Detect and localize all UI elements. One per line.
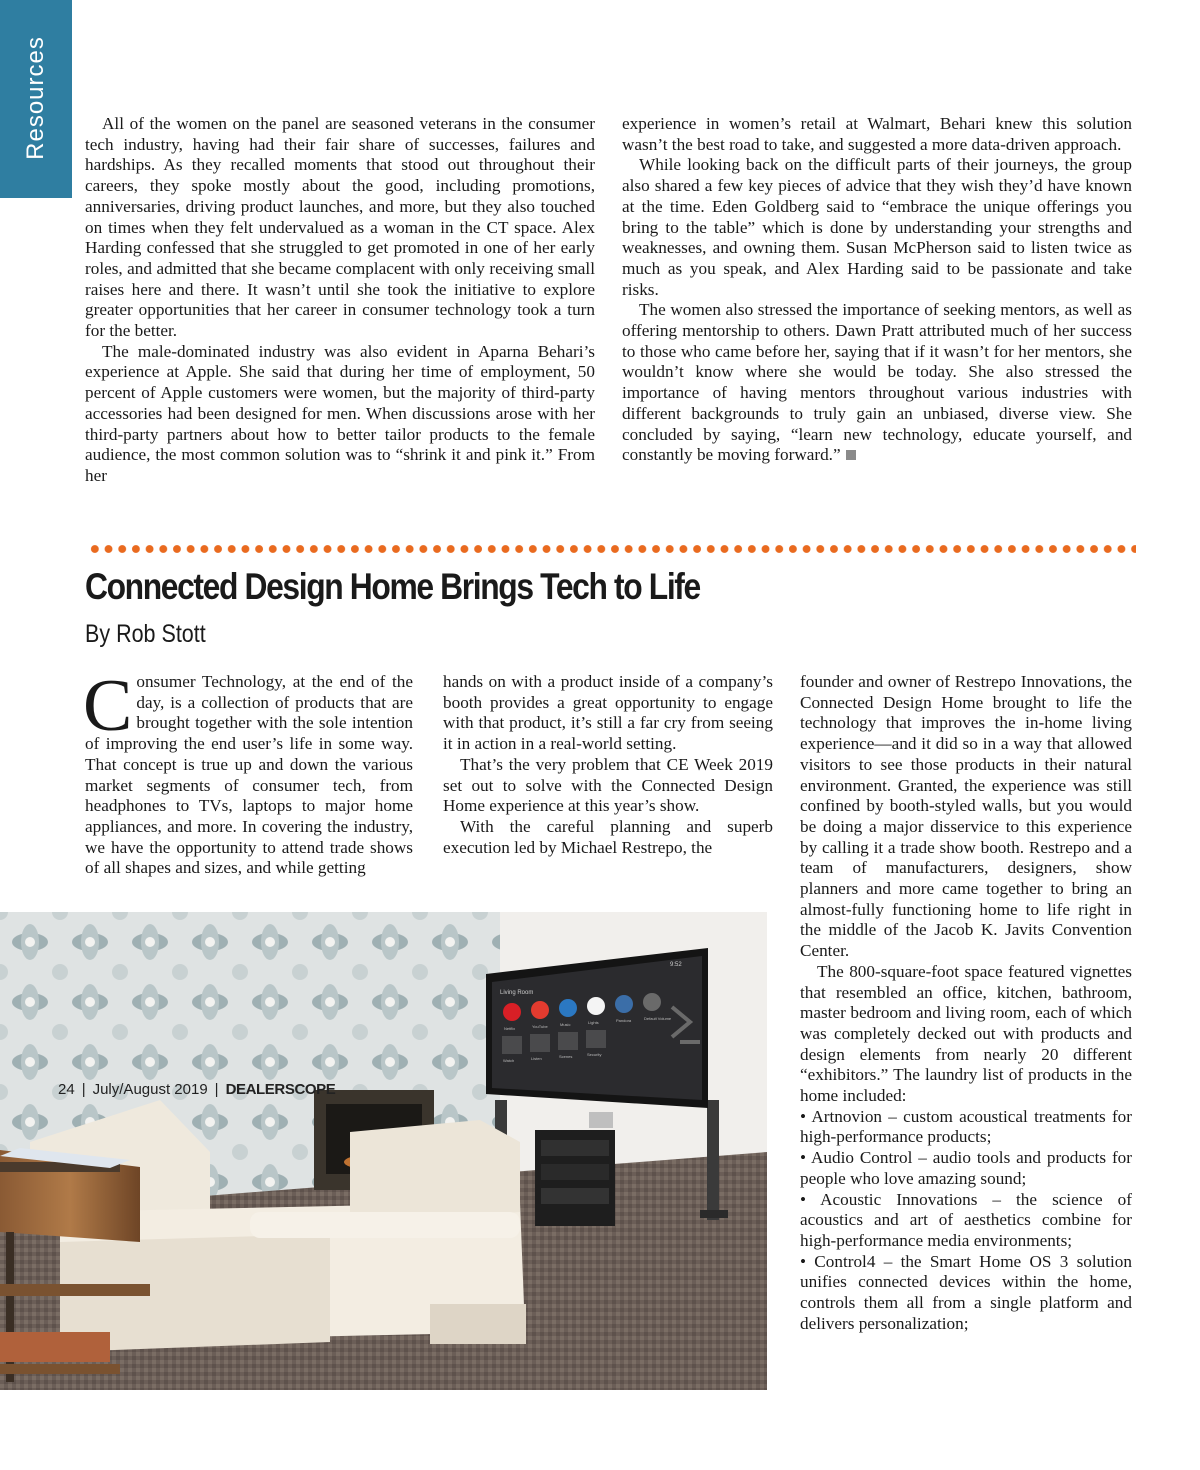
drop-cap: C xyxy=(83,665,133,747)
section-tab xyxy=(0,0,72,198)
paragraph: founder and owner of Restrepo Innovations, the Connected Design Home brought to life the technology that improves the in-home living experience—and it did so in a way that allowed visitors to see those products in their natural environment. Granted, the experience was still confined by booth-styled walls, but you would be doing a major disservice to this experience by calling it a trade show booth. Restrepo and a team of manufacturers, designers, show planners and more came together to bring an almost-fully functioning home to life right in the middle of the Jacob K. Javits Convention Center. xyxy=(800,672,1132,961)
section-tab-label: Resources xyxy=(22,36,49,160)
paragraph: hands on with a product inside of a company’s booth provides a great opportunity to engage with that product, it’s still a far cry from seeing it in action in a real-world setting. xyxy=(443,672,773,754)
footer-separator: | xyxy=(214,1081,219,1098)
top-article-column-2 xyxy=(622,114,1132,466)
article-headline: Connected Design Home Brings Tech to Life xyxy=(85,566,700,607)
list-item: • Control4 – the Smart Home OS 3 solution unifies connected devices within the home, controls them all from a single platform and delivers personalization; xyxy=(800,1251,1132,1333)
article-column-3 xyxy=(800,672,1132,1335)
paragraph xyxy=(622,300,1132,466)
article-byline: By Rob Stott xyxy=(85,620,206,648)
article-column-2 xyxy=(443,672,773,858)
list-item: • Acoustic Innovations – the science of acoustics and art of aesthetics combine for high-performance media environments; xyxy=(800,1189,1132,1250)
list-item: • Audio Control – audio tools and products for people who love amazing sound; xyxy=(800,1148,1132,1188)
page-footer xyxy=(58,1081,335,1098)
tv-tile-label: Netflix xyxy=(504,1026,516,1031)
list-item: • Artnovion – custom acoustical treatments for high-performance products; xyxy=(800,1106,1132,1147)
paragraph: experience in women’s retail at Walmart, Behari knew this solution wasn’t the best road to take, and suggested a more data-driven approach. xyxy=(622,114,1132,154)
tv-tile-label: Watch xyxy=(503,1058,515,1063)
top-article-column-1 xyxy=(85,114,595,487)
footer-separator: | xyxy=(81,1081,86,1098)
magazine-name: DEALERSCOPE xyxy=(225,1081,336,1098)
paragraph: While looking back on the difficult parts of their journeys, the group also shared a few key pieces of advice that they wish they’d have known at the time. Eden Goldberg said to “embrace the unique offerings you bring to the table” which is done by understanding your strengths and weaknesses, and owning them. Susan McPherson said to listen twice as much as you speak, and Alex Harding said to be passionate and take risks. xyxy=(622,155,1132,299)
paragraph: All of the women on the panel are seasoned veterans in the consumer tech industry, having had their fair share of successes, failures and hardships. As they recalled moments that stood out throughout their careers, they spoke mostly about the good, including promotions, anniversaries, driving product launches, and more, but they also touched on times when they felt undervalued as a woman in the CT space. Alex Harding confessed that she struggled to get promoted in one of her early roles, and admitted that she became complacent with only receiving small raises here and there. It wasn’t until she took the initiative to explore greater opportunities that her career in consumer technology took a turn for the better. xyxy=(85,114,595,341)
tv-tile-label: Lights xyxy=(588,1020,599,1025)
end-of-article-mark xyxy=(846,450,856,460)
tv-tile-label: Pandora xyxy=(616,1018,632,1023)
paragraph: That’s the very problem that CE Week 2019 set out to solve with the Connected Design Home experience at this year’s show. xyxy=(443,754,773,816)
article-column-1 xyxy=(83,665,413,879)
living-room-illustration xyxy=(0,912,767,1390)
issue-date: July/August 2019 xyxy=(92,1081,208,1098)
paragraph xyxy=(83,665,413,879)
tv-header-text: Living Room xyxy=(500,990,534,996)
tv-tile-label: Scenes xyxy=(559,1054,573,1059)
tv-time-text: 9:52 xyxy=(670,962,682,968)
paragraph: The 800-square-foot space featured vignettes that resembled an office, kitchen, bathroom, master bedroom and living room, each of which was completely decked out with products and design elements from nearly 20 different “exhibitors.” The laundry list of products in the home included: xyxy=(800,961,1132,1106)
tv-tile-label: Music xyxy=(560,1022,571,1027)
article-photo xyxy=(0,912,767,1390)
paragraph: With the careful planning and superb execution led by Michael Restrepo, the xyxy=(443,816,773,857)
product-list xyxy=(800,1107,1132,1335)
tv-tile-label: Listen xyxy=(531,1056,542,1061)
paragraph-text: onsumer Technology, at the end of the day, is a collection of products that are brought together with the sole intention of improving the end user’s life in some way. That concept is true up and down the various market segments of consumer tech, from headphones to TVs, laptops to major home appliances, and more. In covering the industry, we have the opportunity to attend trade shows of all shapes and sizes, and while getting xyxy=(85,672,413,878)
tv-tile-label: Default Volume xyxy=(644,1016,672,1021)
paragraph-text: The women also stressed the importance of seeking mentors, as well as offering mentorship to others. Dawn Pratt attributed much of her success to those who came before her, saying that if it wasn’t for her mentors, she wouldn’t know where she would be today. She also stressed the importance of having mentors throughout various industries with different backgrounds to truly gain an unbiased, diverse view. She concluded by saying, “learn new technology, educate yourself, and constantly be moving forward.” xyxy=(622,300,1132,465)
page-number: 24 xyxy=(58,1081,75,1098)
tv-tile-label: Security xyxy=(587,1052,602,1057)
paragraph: The male-dominated industry was also evident in Aparna Behari’s experience at Apple. She said that during her time of employment, 50 percent of Apple customers were women, but the majority of third-party accessories had been designed for men. When discussions arose with her third-party partners about how to better tailor products to the female audience, the most common solution was to “shrink it and pink it.” From her xyxy=(85,341,595,485)
dotted-divider xyxy=(88,544,1136,554)
tv-tile-label: YouTube xyxy=(532,1024,548,1029)
